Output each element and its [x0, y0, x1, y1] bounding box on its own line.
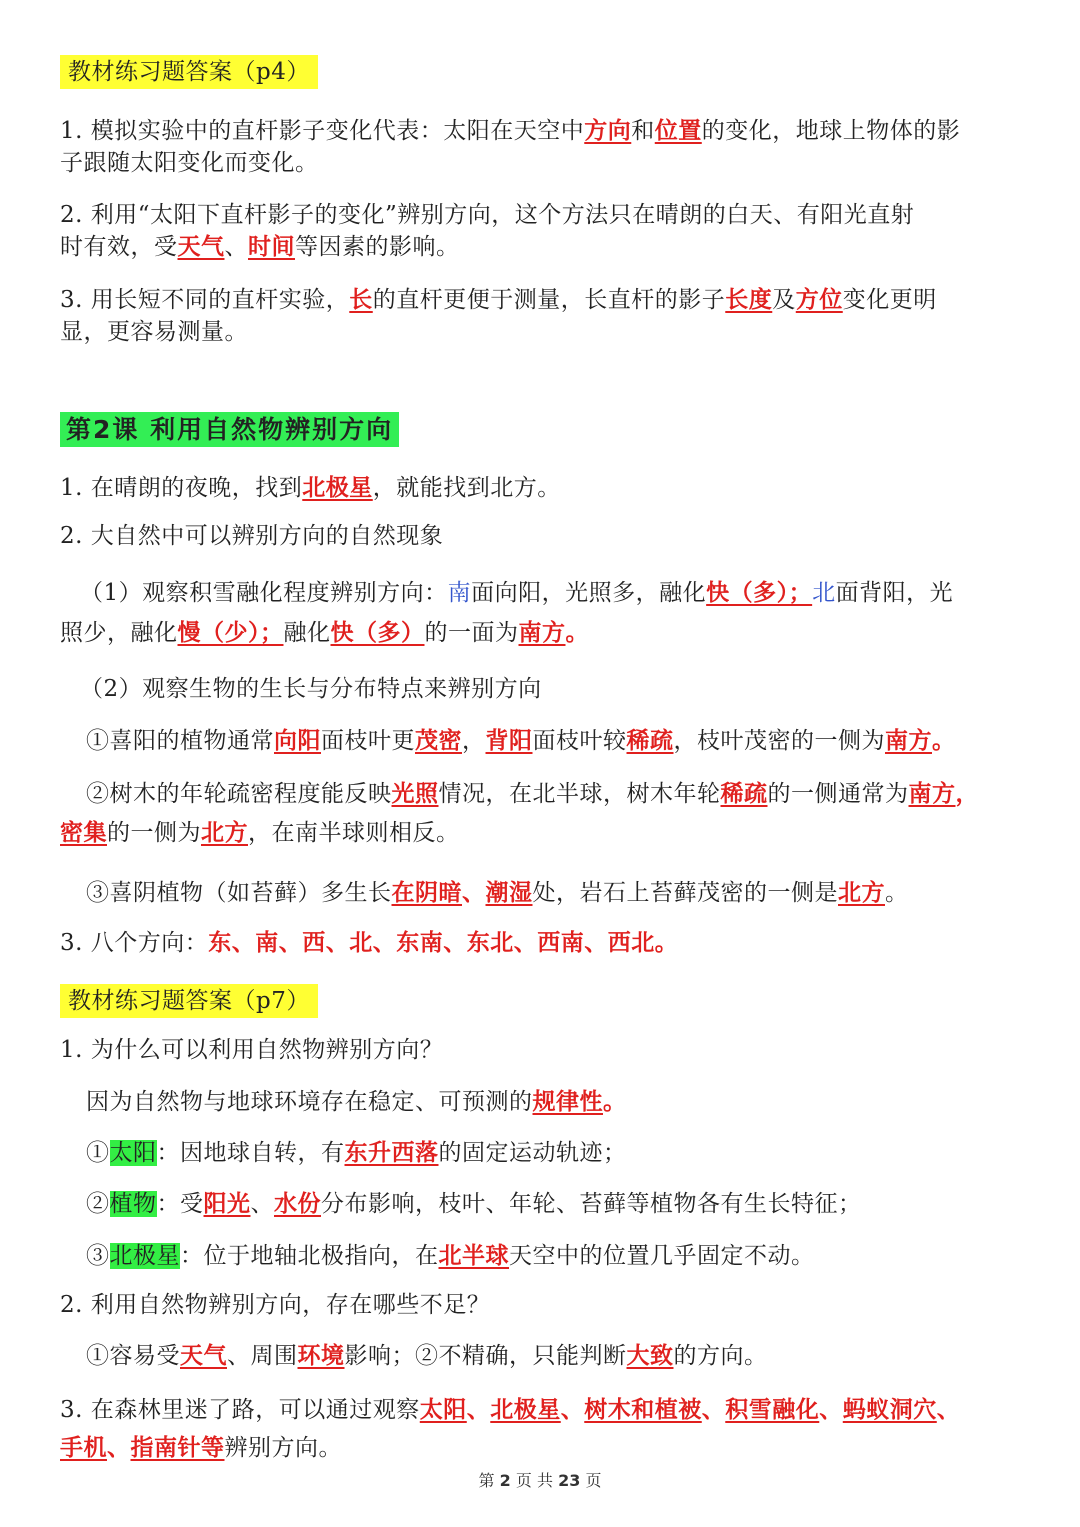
s2-p1 — [60, 472, 561, 504]
text-segment: （1）观察积雪融化程度辨别方向： — [80, 580, 448, 606]
total-pages: 23 — [558, 1471, 581, 1490]
s3-b1 — [86, 1340, 768, 1372]
text-segment: 的一侧为 — [107, 820, 201, 846]
s2-p4 — [80, 673, 542, 705]
text-segment: 及 — [772, 287, 796, 313]
text-segment: 面向阳，光照多，融化 — [471, 580, 707, 606]
text-segment: 。 — [932, 727, 956, 754]
text-segment: 北半球 — [438, 1242, 509, 1269]
text-segment: 、 — [250, 1191, 274, 1217]
text-segment: 2. 大自然中可以辨别方向的自然现象 — [60, 523, 444, 549]
s2-p8 — [60, 927, 678, 959]
text-segment: 辨别方向。 — [224, 1435, 342, 1461]
text-segment: 、 — [701, 1396, 726, 1423]
text-segment: 的方向。 — [673, 1343, 768, 1369]
text-segment: 潮湿 — [485, 879, 533, 906]
text-segment: 背阳 — [485, 727, 533, 754]
text-segment: ， — [955, 780, 979, 807]
text-segment: 天气 — [177, 233, 225, 260]
text-segment: 南方 — [908, 780, 956, 807]
s2-p5 — [86, 725, 956, 757]
text-segment: 天气 — [180, 1342, 227, 1369]
text-segment: 大致 — [626, 1342, 674, 1369]
s2-p7 — [86, 877, 909, 909]
text-segment: 位置 — [654, 117, 702, 144]
s1-q1-line1 — [60, 115, 960, 147]
s1-q2-line2 — [60, 231, 460, 263]
text-segment: 、 — [462, 879, 486, 906]
text-segment: 2. 利用“太阳下直杆影子的变化”辨别方向，这个方法只在晴朗的白天、有阳光直射 — [60, 202, 915, 228]
text-segment: 东升西落 — [344, 1139, 439, 1166]
text-segment: 。 — [885, 880, 909, 906]
s2-p3-line2 — [60, 617, 589, 649]
text-segment: 融化 — [283, 620, 331, 646]
text-segment: 快（多）； — [706, 579, 813, 606]
text-segment: 太阳 — [109, 1140, 157, 1166]
s3-a4 — [86, 1240, 815, 1272]
text-segment: 植物 — [109, 1191, 157, 1217]
text-segment: 子跟随太阳变化而变化。 — [60, 150, 319, 176]
text-segment: 因为自然物与地球环境存在稳定、可预测的 — [86, 1089, 533, 1115]
text-segment: 的固定运动轨迹； — [438, 1140, 627, 1166]
heading-p4-label: 教材练习题答案（p4） — [60, 55, 318, 89]
lesson2-heading — [60, 414, 399, 447]
text-segment: 3. 八个方向： — [60, 930, 209, 956]
s1-q3-line2 — [60, 316, 248, 348]
s1-q1-line2 — [60, 147, 319, 179]
text-segment: 南 — [447, 580, 472, 606]
text-segment: 3. 用长短不同的直杆实验， — [60, 287, 350, 313]
s2-p2 — [60, 520, 443, 552]
text-segment: 的一面为 — [424, 620, 519, 646]
s3-q2 — [60, 1289, 490, 1321]
text-segment: （2）观察生物的生长与分布特点来辨别方向 — [80, 676, 542, 702]
text-segment: ①喜阳的植物通常 — [86, 728, 274, 754]
text-segment: 方向 — [584, 117, 632, 144]
page-footer — [0, 1468, 1080, 1491]
text-segment: 页 — [585, 1471, 602, 1490]
text-segment: 面背阳，光 — [835, 580, 954, 606]
text-segment: 密集 — [60, 819, 107, 846]
text-segment: 情况，在北半球，树木年轮 — [438, 781, 721, 807]
text-segment: 处，岩石上苔藓茂密的一侧是 — [532, 880, 838, 906]
text-segment: ，枝叶茂密的一侧为 — [673, 728, 885, 754]
text-segment: 茂密 — [415, 727, 462, 754]
text-segment: ：受 — [156, 1191, 204, 1217]
text-segment: 时有效，受 — [60, 234, 178, 260]
s2-p6-line2 — [60, 817, 460, 849]
text-segment: 北极星 — [302, 474, 373, 501]
text-segment: 指南针等 — [130, 1434, 225, 1461]
lesson2-heading-label: 第2课 利用自然物辨别方向 — [60, 412, 399, 447]
text-segment: 面枝叶较 — [532, 728, 627, 754]
heading-p7-label: 教材练习题答案（p7） — [60, 984, 318, 1018]
text-segment: 环境 — [297, 1342, 345, 1369]
s3-q3-line2 — [60, 1432, 342, 1464]
current-page: 2 — [499, 1471, 511, 1490]
text-segment: 面枝叶更 — [321, 728, 415, 754]
text-segment: 稀疏 — [720, 780, 768, 807]
s3-a1 — [86, 1086, 627, 1118]
text-segment: ① — [86, 1140, 110, 1166]
s2-p3-line1 — [80, 577, 953, 609]
text-segment: 第 — [478, 1471, 495, 1490]
s3-a3 — [86, 1188, 862, 1220]
text-segment: ③ — [86, 1243, 110, 1269]
text-segment: 2. 利用自然物辨别方向，存在哪些不足？ — [60, 1292, 491, 1318]
s1-q2-line1 — [60, 199, 914, 231]
text-segment: 南方 — [885, 727, 932, 754]
text-segment: 页 共 — [515, 1471, 553, 1490]
text-segment: 、 — [819, 1396, 843, 1423]
text-segment: 、周围 — [227, 1343, 298, 1369]
text-segment: ②树木的年轮疏密程度能反映 — [86, 781, 392, 807]
text-segment: 北极星 — [490, 1396, 561, 1423]
text-segment: 。 — [565, 619, 589, 646]
text-segment: 。 — [603, 1088, 627, 1115]
text-segment: 树木和植被 — [584, 1396, 702, 1423]
text-segment: 快（多） — [330, 619, 425, 646]
s3-q3-line1 — [60, 1394, 960, 1426]
text-segment: ， — [462, 728, 486, 754]
s3-q1 — [60, 1034, 443, 1066]
text-segment: 在阴暗 — [391, 879, 462, 906]
text-segment: 等因素的影响。 — [295, 234, 460, 260]
text-segment: 的变化，地球上物体的影 — [701, 118, 961, 144]
text-segment: 长度 — [725, 286, 773, 313]
text-segment: 1. 模拟实验中的直杆影子变化代表：太阳在天空中 — [60, 118, 585, 144]
text-segment: 、 — [466, 1396, 491, 1423]
text-segment: ：位于地轴北极指向，在 — [180, 1243, 439, 1269]
text-segment: 影响；②不精确，只能判断 — [344, 1343, 627, 1369]
text-segment: ，在南半球则相反。 — [248, 820, 460, 846]
text-segment: 积雪融化 — [725, 1396, 820, 1423]
text-segment: 变化更明 — [842, 287, 937, 313]
text-segment: 3. 在森林里迷了路，可以通过观察 — [60, 1397, 420, 1423]
text-segment: 长 — [349, 286, 373, 313]
text-segment: 北方 — [201, 819, 248, 846]
text-segment: 水份 — [274, 1190, 321, 1217]
text-segment: 北方 — [838, 879, 885, 906]
text-segment: 的直杆更便于测量，长直杆的影子 — [372, 287, 726, 313]
text-segment: ③喜阴植物（如苔藓）多生长 — [86, 880, 392, 906]
text-segment: 规律性 — [532, 1088, 603, 1115]
text-segment: 南方 — [518, 619, 566, 646]
text-segment: 分布影响，枝叶、年轮、苔藓等植物各有生长特征； — [321, 1191, 862, 1217]
text-segment: 方位 — [795, 286, 843, 313]
text-segment: 东、南、西、北、东南、东北、西南、西北。 — [208, 929, 679, 956]
s2-p6-line1 — [86, 778, 979, 810]
text-segment: 时间 — [248, 233, 295, 260]
text-segment: 阳光 — [203, 1190, 251, 1217]
text-segment: ，就能找到北方。 — [372, 475, 561, 501]
text-segment: 、 — [224, 234, 248, 260]
text-segment: 慢（少）； — [177, 619, 284, 646]
text-segment: 北 — [812, 580, 836, 606]
text-segment: 天空中的位置几乎固定不动。 — [509, 1243, 815, 1269]
text-segment: 蚂蚁洞穴 — [842, 1396, 937, 1423]
text-segment: 向阳 — [274, 727, 321, 754]
text-segment: 、 — [107, 1434, 131, 1461]
text-segment: 稀疏 — [626, 727, 674, 754]
text-segment: 、 — [936, 1396, 961, 1423]
s1-q3-line1 — [60, 284, 937, 316]
text-segment: ② — [86, 1191, 110, 1217]
text-segment: ：因地球自转，有 — [156, 1140, 345, 1166]
heading-p7 — [60, 985, 318, 1017]
text-segment: 太阳 — [419, 1396, 467, 1423]
text-segment: ①容易受 — [86, 1343, 180, 1369]
text-segment: 、 — [560, 1396, 585, 1423]
text-segment: 光照 — [391, 780, 439, 807]
text-segment: 北极星 — [109, 1243, 180, 1269]
heading-p4 — [60, 56, 318, 88]
s3-a2 — [86, 1137, 627, 1169]
text-segment: 照少，融化 — [60, 620, 178, 646]
text-segment: 手机 — [60, 1434, 107, 1461]
text-segment: 显，更容易测量。 — [60, 319, 248, 345]
text-segment: 1. 在晴朗的夜晚，找到 — [60, 475, 303, 501]
text-segment: 和 — [631, 118, 655, 144]
text-segment: 的一侧通常为 — [767, 781, 909, 807]
text-segment: 1. 为什么可以利用自然物辨别方向？ — [60, 1037, 444, 1063]
